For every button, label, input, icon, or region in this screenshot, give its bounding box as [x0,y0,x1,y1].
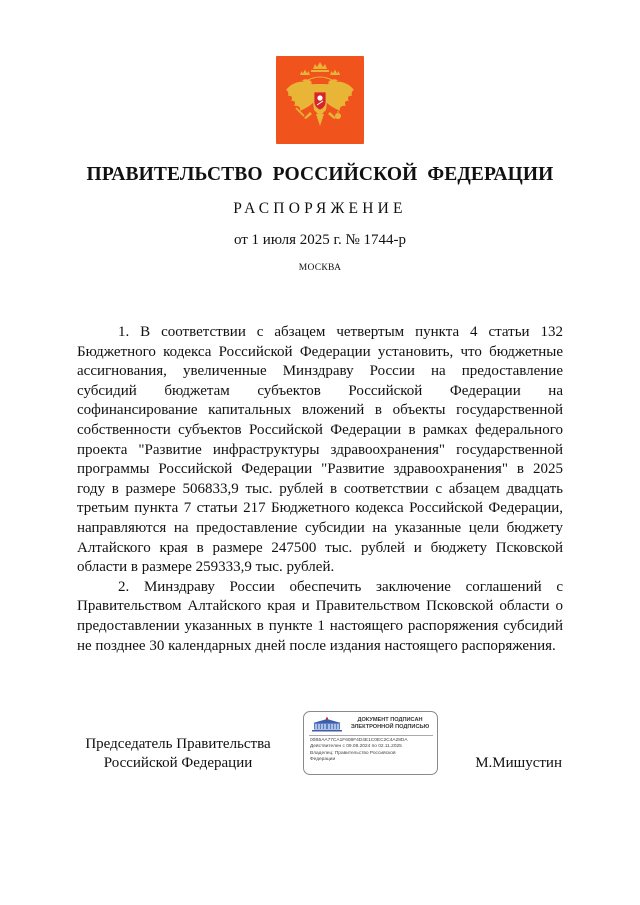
signatory-position [78,735,278,773]
document-date-number: от 1 июля 2025 г. № 1744-р [233,232,407,248]
document-city: МОСКВА [298,263,342,273]
signatory-position-line-2: Российской Федерации [103,755,253,771]
document-type: РАСПОРЯЖЕНИЕ [233,200,407,217]
esign-details [310,738,434,763]
signatory-name: М.Мишустин [475,755,562,771]
esign-certificate: 00B5AA77CA1F608F4D4E1C0EC2C4A28DA [310,738,408,743]
esign-owner-line-1: Владелец: Правительство Российской [310,750,396,756]
esign-title-line-2: ЭЛЕКТРОННОЙ ПОДПИСЬЮ [350,724,430,730]
esign-owner-line-2: Федерации [310,756,336,762]
coat-of-arms-icon [276,56,364,144]
electronic-signature-stamp [303,711,438,775]
government-building-icon [310,717,344,732]
government-title: ПРАВИТЕЛЬСТВО РОССИЙСКОЙ ФЕДЕРАЦИИ [86,164,554,185]
paragraph-2: 2. Минздраву России обеспечить заключение соглашений с Правительством Алтайского края и Правительством Псковской области о предоставлении указанных в пункте 1 настоящего распоряжения субсидий не позднее 30 календарных дней после издания настоящего распоряжения. [77,578,563,654]
esign-title [346,717,434,731]
document-body [77,323,563,656]
esign-validity: Действителен с 09.08.2024 по 02.11.2025 [310,744,402,750]
esign-title-line-1: ДОКУМЕНТ ПОДПИСАН [357,717,423,723]
esign-divider [309,735,433,736]
paragraph-1: 1. В соответствии с абзацем четвертым пункта 4 статьи 132 Бюджетного кодекса Российской Федерации установить, что бюджетные ассигнования, увеличенные Минздраву России на предоставление субсидий бюджетам субъектов Российской Федерации на софинансирование капитальных вложений в объекты государственной собственности субъектов Российской Федерации в рамках федерального проекта "Развитие инфраструктуры здравоохранения" государственной программы Российской Федерации "Развитие здравоохранения" в 2025 году в размере 506833,9 тыс. рублей в соответствии с абзацем двадцать третьим пункта 7 статьи 217 Бюджетного кодекса Российской Федерации, направляются на предоставление субсидии на указанные цели бюджету Алтайского края в размере 247500 тыс. рублей и бюджету Псковской области в размере 259333,9 тыс. рублей. [77,324,563,576]
signatory-position-line-1: Председатель Правительства [85,736,271,752]
